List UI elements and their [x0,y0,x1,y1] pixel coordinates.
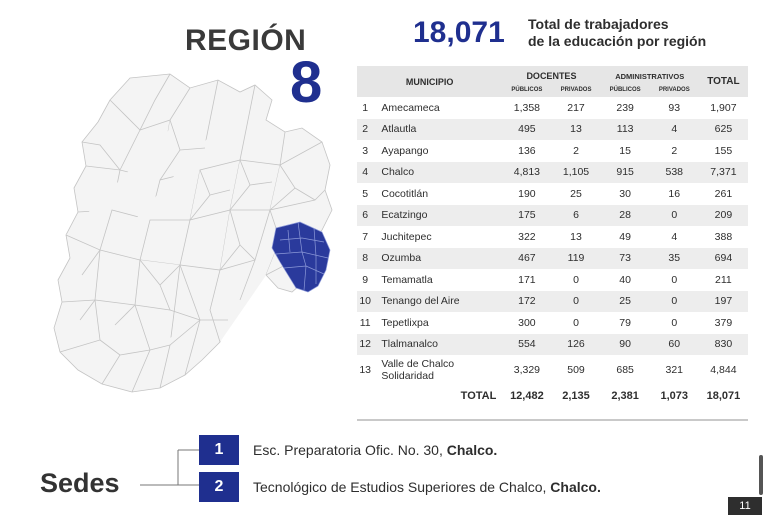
row-docentes-privados: 13 [570,230,582,243]
sede-1-name: Esc. Preparatoria Ofic. No. 30, [253,442,447,458]
row-total: 4,844 [710,364,737,376]
totals-total: 18,071 [706,389,741,402]
totals-docentes-privados: 2,135 [562,389,590,402]
sede-badge-1: 1 [199,435,239,465]
row-docentes-privados: 509 [567,364,585,376]
row-total: 1,907 [710,101,737,114]
row-municipio-line2: Solidaridad [381,370,434,382]
row-docentes-publicos: 171 [518,273,536,286]
row-docentes-privados: 2 [573,144,579,157]
row-municipio: Juchitepec [381,230,432,243]
table-row [357,355,748,385]
scrollbar[interactable] [759,455,763,495]
table-row [357,119,748,141]
row-docentes-privados: 25 [570,187,582,200]
row-index: 12 [357,334,373,356]
row-admin-privados: 538 [650,162,699,184]
row-admin-publicos: 685 [616,364,634,376]
table-row [357,162,748,184]
row-admin-publicos: 90 [601,334,650,356]
col-total: TOTAL [699,66,748,97]
row-municipio [373,355,502,385]
workers-table [357,66,748,406]
row-docentes-publicos: 175 [502,205,551,227]
row-admin-privados: 35 [650,248,699,270]
sub-admin-publicos: PÚBLICOS [601,83,650,97]
row-admin-privados: 2 [671,144,678,157]
row-docentes-publicos: 3,329 [513,364,541,376]
row-docentes-publicos: 1,358 [513,101,541,114]
table-row [357,226,748,248]
sede-2-city: Chalco. [550,479,601,495]
row-docentes-privados: 217 [567,101,585,114]
row-admin-privados: 4 [650,119,699,141]
row-admin-privados: 16 [668,187,681,200]
row-docentes-publicos: 322 [518,230,536,243]
row-admin-privados: 0 [650,291,699,313]
row-municipio: Chalco [373,162,502,184]
region-title: REGIÓN [185,24,307,57]
table-row [357,183,748,205]
table-row [357,291,748,313]
row-admin-publicos: 73 [601,248,650,270]
sub-admin-privados: PRIVADOS [650,83,699,97]
row-municipio: Ayapango [381,144,429,157]
row-admin-publicos: 15 [619,144,631,157]
row-docentes-privados: 0 [573,316,579,329]
row-index: 9 [362,273,369,286]
row-index: 6 [357,205,373,227]
row-admin-publicos: 30 [619,187,631,200]
row-index: 2 [357,119,373,141]
row-docentes-publicos: 495 [502,119,551,141]
region-number: 8 [290,50,323,115]
row-admin-privados: 60 [650,334,699,356]
page-number: 11 [728,497,762,515]
table-row [357,248,748,270]
sedes-title: Sedes [40,468,120,498]
totals-admin-publicos: 2,381 [611,389,639,402]
total-desc-line1: Total de trabajadores [528,16,669,32]
row-docentes-publicos: 300 [518,316,536,329]
total-desc-line2: de la educación por región [528,33,707,49]
row-total: 197 [699,291,748,313]
row-admin-privados: 0 [671,316,678,329]
col-docentes: DOCENTES [502,66,600,83]
row-index: 4 [357,162,373,184]
row-index: 11 [359,316,371,329]
row-municipio: Temamatla [381,273,433,286]
sede-badge-2: 2 [199,472,239,502]
sub-docentes-publicos: PÚBLICOS [502,83,551,97]
row-admin-publicos: 915 [601,162,650,184]
row-docentes-publicos: 467 [502,248,551,270]
sede-1-city: Chalco. [446,442,498,458]
sede-2-name: Tecnológico de Estudios Superiores de Chalco, [253,479,551,495]
row-index: 5 [362,187,369,200]
row-docentes-privados: 0 [573,273,579,286]
row-total: 694 [699,248,748,270]
totals-admin-privados: 1,073 [660,389,689,402]
row-admin-publicos: 239 [616,101,634,114]
row-index: 8 [357,248,373,270]
row-docentes-publicos: 172 [502,291,551,313]
table-row [357,205,748,227]
row-total: 7,371 [699,162,748,184]
row-index: 7 [362,230,369,243]
row-municipio: Atlautla [373,119,502,141]
row-total: 625 [699,119,748,141]
row-municipio: Cocotitlán [381,187,429,200]
col-administrativos: ADMINISTRATIVOS [601,66,699,83]
row-admin-publicos: 79 [619,316,631,329]
row-total: 379 [714,316,733,329]
total-workers-description [528,16,706,50]
row-total: 209 [699,205,748,227]
row-total: 388 [714,230,733,243]
row-admin-publicos: 25 [601,291,650,313]
row-admin-privados: 321 [665,364,684,376]
row-total: 261 [714,187,733,200]
row-admin-publicos: 28 [601,205,650,227]
table-row [357,97,748,119]
totals-label: TOTAL [460,389,497,402]
row-municipio: Tepetlixpa [381,316,429,329]
table-row [357,334,748,356]
row-index: 13 [359,364,372,376]
row-docentes-publicos: 190 [518,187,536,200]
row-admin-publicos: 40 [619,273,631,286]
table-row [357,140,748,162]
row-index: 10 [357,291,373,313]
row-admin-publicos: 113 [601,119,650,141]
totals-row [357,385,748,406]
row-total: 830 [699,334,748,356]
row-admin-privados: 93 [668,101,681,114]
state-map [40,70,340,400]
row-municipio: Tlalmanalco [373,334,502,356]
row-docentes-privados: 119 [551,248,600,270]
row-docentes-privados: 6 [551,205,600,227]
row-docentes-privados: 1,105 [551,162,600,184]
row-docentes-publicos: 136 [518,144,536,157]
row-total: 211 [715,273,732,286]
row-docentes-privados: 13 [551,119,600,141]
row-municipio-line1: Valle de Chalco [381,358,455,370]
row-admin-privados: 4 [671,230,678,243]
row-admin-privados: 0 [671,273,678,286]
table-row [357,269,748,291]
sub-docentes-privados: PRIVADOS [551,83,600,97]
row-docentes-publicos: 554 [502,334,551,356]
row-admin-privados: 0 [650,205,699,227]
row-municipio: Ecatzingo [373,205,502,227]
row-total: 155 [714,144,733,157]
table-row [357,312,748,334]
totals-docentes-publicos: 12,482 [510,389,544,402]
row-municipio: Tenango del Aire [373,291,502,313]
sede-2-text [253,479,601,495]
row-docentes-privados: 0 [551,291,600,313]
total-workers-number: 18,071 [413,16,505,49]
row-municipio: Ozumba [373,248,502,270]
table-divider [357,419,748,421]
row-index: 3 [362,144,369,157]
row-index: 1 [362,101,369,114]
col-municipio: MUNICIPIO [357,66,502,97]
row-admin-publicos: 49 [619,230,631,243]
sedes-connector [140,440,202,500]
row-municipio: Amecameca [381,101,440,114]
sede-1-text [253,442,497,458]
row-docentes-privados: 126 [551,334,600,356]
row-docentes-publicos: 4,813 [502,162,551,184]
